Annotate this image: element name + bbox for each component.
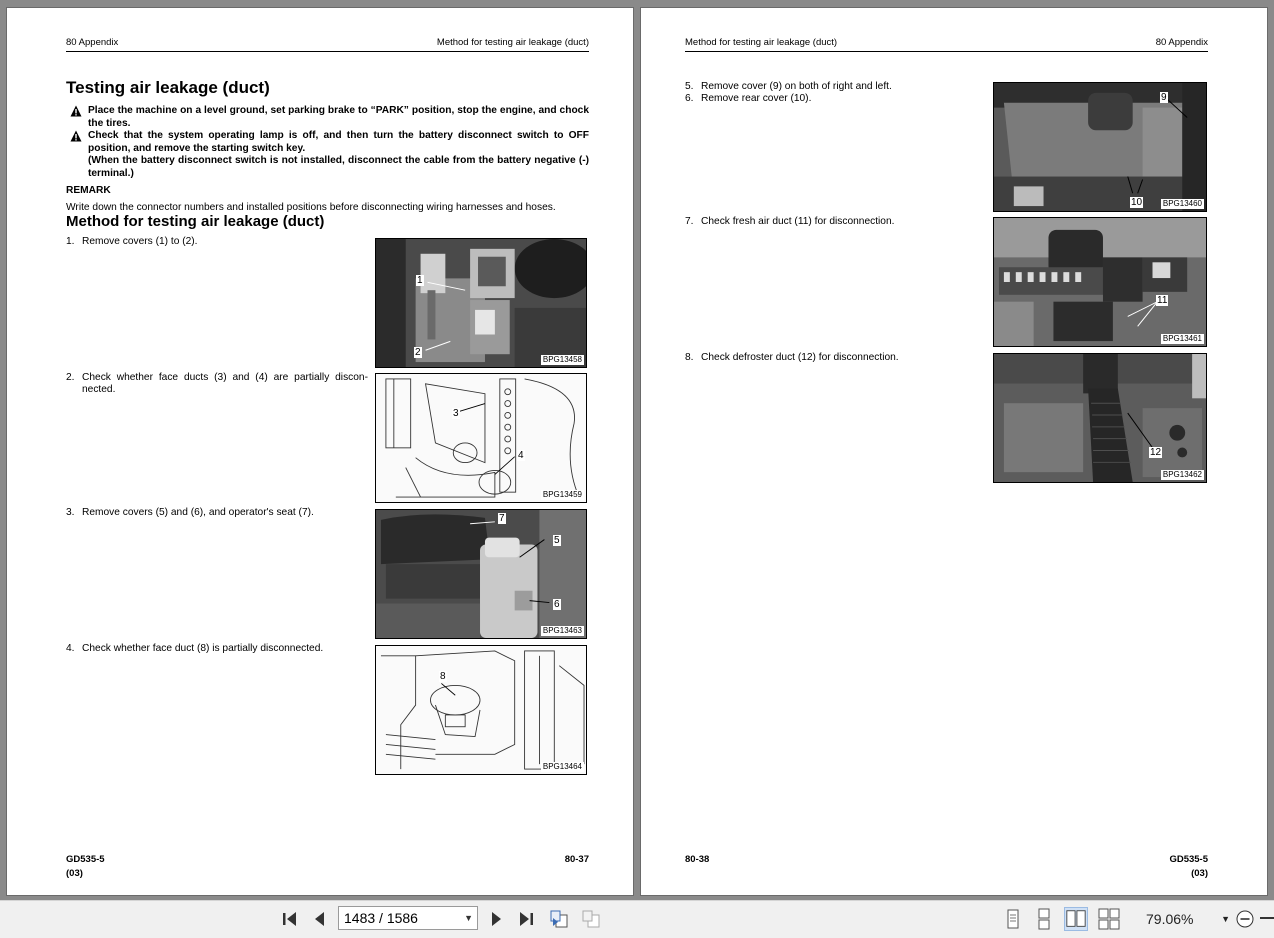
callout-5: 5 [554, 535, 560, 546]
step-1 [66, 236, 368, 248]
warning-icon [70, 105, 82, 117]
step-number: 6. [685, 93, 694, 104]
callout-8: 8 [440, 671, 446, 682]
callout-6: 6 [554, 599, 560, 610]
zoom-slider-track[interactable] [1260, 917, 1274, 919]
prev-page-button[interactable] [308, 907, 332, 931]
single-page-icon [1001, 907, 1025, 931]
prev-view-icon [549, 909, 569, 929]
callout-3: 3 [453, 408, 459, 419]
footer-revision: (03) [66, 868, 83, 879]
section-title: Method for testing air leakage (duct) [66, 213, 325, 230]
step-number: 3. [66, 507, 75, 518]
footer-model [66, 853, 105, 881]
photo-fresh-air-duct [994, 218, 1206, 346]
step-4 [66, 643, 368, 655]
footer-page-number: 80-37 [564, 854, 589, 865]
warning-icon [70, 130, 82, 142]
figure-bpg13459 [375, 373, 587, 503]
figure-bpg13464 [375, 645, 587, 775]
continuous-facing-icon [1097, 907, 1121, 931]
single-page-button[interactable] [1001, 907, 1025, 931]
step-text: Remove covers (1) to (2). [82, 236, 198, 247]
step-6 [685, 93, 985, 105]
figure-bpg13462 [993, 353, 1207, 483]
next-page-icon [486, 909, 506, 929]
chevron-down-icon[interactable]: ▼ [1221, 914, 1230, 924]
callout-10: 10 [1131, 197, 1143, 208]
right-page [641, 8, 1267, 895]
step-text: Check fresh air duct (11) for disconnection. [701, 216, 895, 227]
step-number: 1. [66, 236, 75, 247]
continuous-button[interactable] [1032, 907, 1056, 931]
next-view-button[interactable] [579, 907, 603, 931]
figure-bpg13460 [993, 82, 1207, 212]
remark-title: REMARK [66, 185, 111, 196]
warning-text-2: Check that the system operating lamp is off, and then turn the battery disconnect switch to OFF position, and remove the starting switch key. [88, 130, 589, 154]
warning-1 [66, 105, 589, 130]
callout-12: 12 [1150, 447, 1162, 458]
figure-bpg13463 [375, 509, 587, 639]
facing-icon [1065, 908, 1087, 930]
step-text: Check defroster duct (12) for disconnection. [701, 352, 899, 363]
prev-view-button[interactable] [547, 907, 571, 931]
step-7 [685, 216, 985, 228]
page-title: Testing air leakage (duct) [66, 78, 270, 97]
photo-rear-cover [994, 83, 1206, 211]
photo-covers [376, 239, 586, 367]
callout-4: 4 [518, 450, 524, 461]
facing-button[interactable] [1064, 907, 1088, 931]
zoom-field[interactable] [1132, 908, 1232, 930]
warning-2 [66, 130, 589, 180]
step-text: Check whether face duct (8) is partially disconnected. [82, 643, 324, 654]
footer-model [1169, 853, 1208, 881]
step-number: 2. [66, 372, 75, 383]
next-view-icon [581, 909, 601, 929]
prev-page-icon [310, 909, 330, 929]
footer-revision: (03) [1191, 868, 1208, 879]
step-number: 4. [66, 643, 75, 654]
callout-9: 9 [1161, 92, 1167, 103]
remark-text: Write down the connector numbers and installed positions before disconnecting wiring harnesses and hoses. [66, 202, 556, 213]
callout-1: 1 [417, 275, 423, 286]
header-section: Method for testing air leakage (duct) [685, 37, 838, 48]
header-chapter: 80 Appendix [66, 37, 119, 48]
figure-code: BPG13463 [542, 626, 582, 635]
drawing-face-ducts [376, 374, 586, 502]
step-text: Check whether face ducts (3) and (4) are partially discon- nected. [82, 372, 368, 395]
zoom-out-button[interactable] [1233, 907, 1257, 931]
figure-code: BPG13460 [1162, 199, 1202, 208]
step-number: 5. [685, 81, 694, 92]
zoom-level: 79.06% [1146, 911, 1194, 927]
continuous-facing-button[interactable] [1097, 907, 1121, 931]
figure-code: BPG13458 [542, 355, 582, 364]
callout-7: 7 [499, 513, 505, 524]
page-number-field[interactable] [338, 906, 478, 930]
step-2 [66, 372, 368, 395]
first-page-icon [280, 909, 300, 929]
footer-page-number: 80-38 [685, 854, 710, 865]
callout-11: 11 [1157, 295, 1168, 306]
figure-code: BPG13459 [542, 490, 582, 499]
step-text: Remove covers (5) and (6), and operator's seat (7). [82, 507, 314, 518]
header-rule [66, 51, 589, 52]
figure-code: BPG13462 [1162, 470, 1202, 479]
continuous-icon [1032, 907, 1056, 931]
zoom-out-icon [1235, 909, 1255, 929]
figure-bpg13458 [375, 238, 587, 368]
step-5 [685, 81, 985, 93]
step-number: 8. [685, 352, 694, 363]
viewer-toolbar [0, 900, 1274, 938]
footer-model-text: GD535-5 [66, 854, 105, 865]
step-8 [685, 352, 985, 364]
header-rule [685, 51, 1208, 52]
callout-2: 2 [415, 347, 421, 358]
header-section: Method for testing air leakage (duct) [436, 37, 589, 48]
figure-code: BPG13464 [542, 762, 582, 771]
step-text: Remove rear cover (10). [701, 93, 812, 104]
next-page-button[interactable] [484, 907, 508, 931]
drawing-face-duct [376, 646, 586, 774]
photo-seat [376, 510, 586, 638]
step-number: 7. [685, 216, 694, 227]
first-page-button[interactable] [278, 907, 302, 931]
figure-bpg13461 [993, 217, 1207, 347]
left-page [7, 8, 633, 895]
step-3 [66, 507, 368, 519]
warning-note: (When the battery disconnect switch is not installed, disconnect the cable from the battery negative (-) terminal.) [88, 155, 589, 179]
warning-text-1: Place the machine on a level ground, set parking brake to “PARK” position, stop the engine, and chock the tires. [88, 105, 589, 129]
page-indicator: 1483 / 1586 [344, 910, 418, 926]
last-page-button[interactable] [514, 907, 538, 931]
photo-defroster-duct [994, 354, 1206, 482]
step-text: Remove cover (9) on both of right and left. [701, 81, 892, 92]
chevron-down-icon[interactable]: ▼ [464, 913, 473, 923]
footer-model-text: GD535-5 [1169, 854, 1208, 865]
header-chapter: 80 Appendix [1155, 37, 1208, 48]
figure-code: BPG13461 [1162, 334, 1202, 343]
last-page-icon [516, 909, 536, 929]
